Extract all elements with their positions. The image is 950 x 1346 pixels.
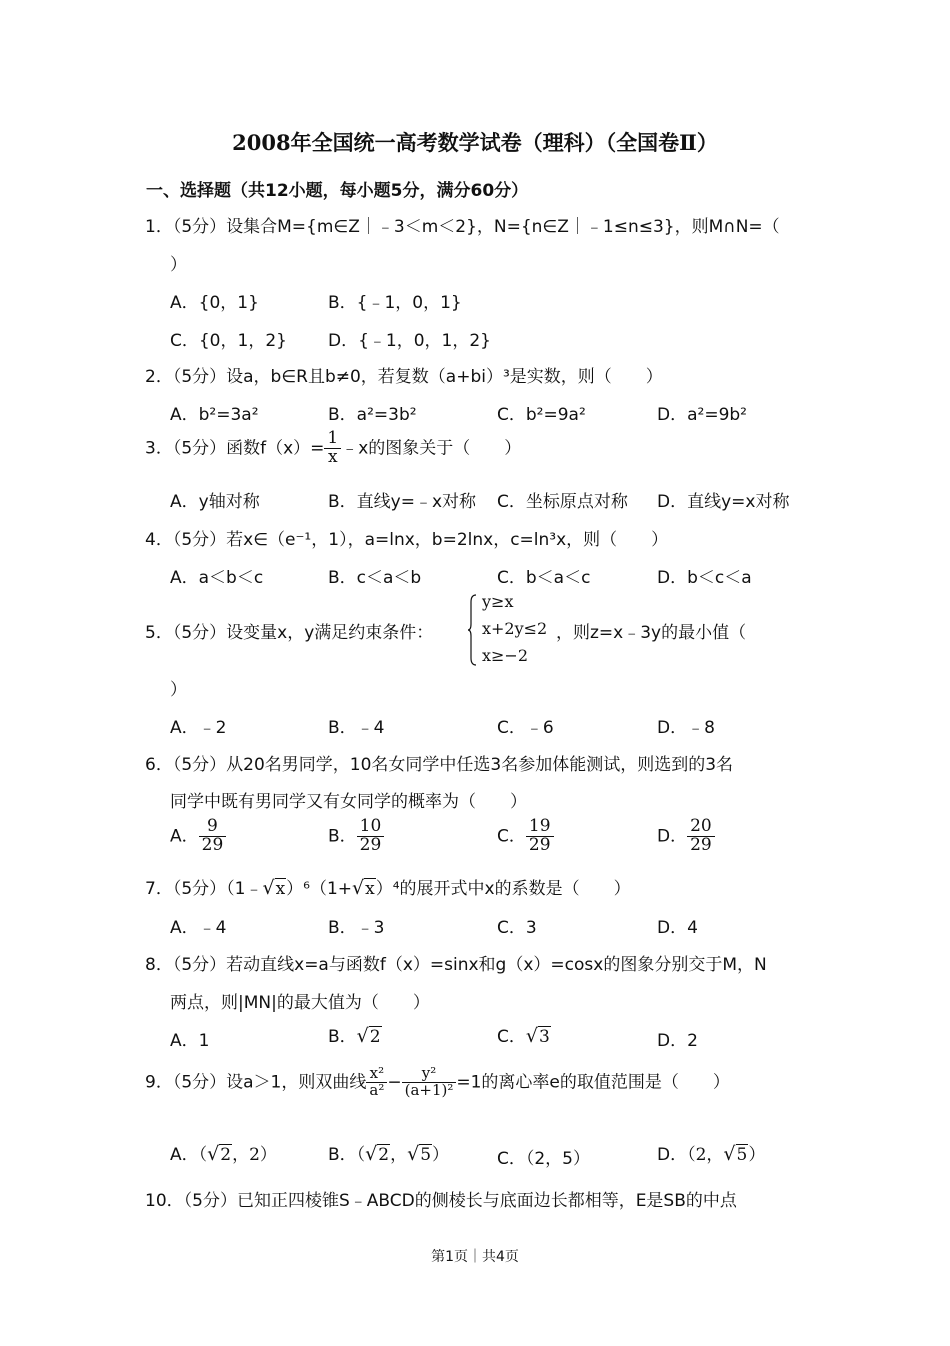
q1-option-d: D．{﹣1，0，1，2} (328, 331, 491, 351)
question-10: 10．（5分）已知正四棱锥S﹣ABCD的侧棱长与底面边长都相等，E是SB的中点 (145, 1191, 737, 1211)
q8-b-radicand: 2 (369, 1027, 381, 1047)
q9-fraction-2 (402, 1066, 457, 1099)
q5-option-a: A．﹣2 (170, 718, 227, 738)
q8-c-label: C． (497, 1027, 526, 1047)
q9-b-label: B． (328, 1145, 357, 1165)
q6-option-d (657, 818, 715, 855)
q6-b-fraction (357, 818, 385, 855)
q9-option-a (170, 1140, 277, 1165)
q6-a-label: A． (170, 826, 199, 847)
question-1-cont: ） (170, 255, 187, 275)
question-1: 1．（5分）设集合M={m∈Z｜﹣3＜m＜2}，N={n∈Z｜﹣1≤n≤3}，则M∩N=（ (145, 217, 780, 237)
q9-b-radicand-2: 5 (420, 1145, 432, 1165)
q3-denominator: x (328, 446, 338, 467)
q6-c-label: C． (497, 826, 526, 847)
q9-text-pre: 9．（5分）设a＞1，则双曲线 (145, 1072, 367, 1093)
q4-option-a: A．a＜b＜c (170, 568, 264, 588)
q4-option-d: D．b＜c＜a (657, 568, 752, 588)
q9-option-b (328, 1140, 449, 1165)
q3-option-a: A．y轴对称 (170, 492, 260, 512)
q9-d-sqrt: √5 (723, 1143, 748, 1165)
q9-minus: − (387, 1072, 402, 1093)
question-2: 2．（5分）设a，b∈R且b≠0，若复数（a+bi）³是实数，则（ ） (145, 367, 663, 387)
q3-text-pre: 3．（5分）函数f（x）= (145, 438, 325, 459)
q9-d-close: ） (748, 1145, 766, 1165)
question-5-cont: ） (170, 680, 187, 700)
q7-part-1: 7．（5分）（1﹣ (145, 879, 263, 899)
question-5-text-post: ，则z=x﹣3y的最小值（ (556, 623, 747, 643)
q1-option-b: B．{﹣1，0，1} (328, 293, 462, 313)
constraint-1: y≥x (482, 592, 514, 611)
q3-option-d: D．直线y=x对称 (657, 492, 790, 512)
q2-option-c: C．b²=9a² (497, 405, 586, 425)
q2-option-a: A．b²=3a² (170, 405, 259, 425)
q9-num-2: y² (402, 1066, 457, 1083)
q9-d-label: D． (657, 1145, 688, 1165)
q7-radicand-1: x (275, 879, 286, 899)
q9-fraction-1 (366, 1066, 387, 1099)
q9-d-radicand: 5 (736, 1145, 748, 1165)
q6-option-c (497, 818, 554, 855)
q1-option-c: C．{0，1，2} (170, 331, 287, 351)
q8-c-radicand: 3 (538, 1027, 550, 1047)
question-5-text-pre: 5．（5分）设变量x，y满足约束条件： (145, 623, 434, 643)
q5-option-c: C．﹣6 (497, 718, 554, 738)
q8-option-d: D．2 (657, 1031, 698, 1051)
question-8: 8．（5分）若动直线x=a与函数f（x）=sinx和g（x）=cosx的图象分别交于M，N (145, 955, 767, 975)
q9-option-d (657, 1140, 765, 1165)
page-footer: 第1页｜共4页 (431, 1249, 519, 1265)
q9-a-close: ，2） (232, 1145, 277, 1165)
q7-sqrt-1: √x (262, 877, 286, 899)
q6-b-num: 10 (357, 818, 385, 837)
constraint-brace (467, 594, 477, 666)
q9-a-label: A． (170, 1145, 199, 1165)
q8-c-sqrt: √3 (525, 1025, 550, 1047)
q9-den-1: a² (369, 1080, 385, 1099)
q9-b-sqrt-2: √5 (407, 1143, 432, 1165)
q6-c-den: 29 (528, 834, 551, 855)
q9-a-sqrt: √2 (207, 1143, 232, 1165)
q6-c-num: 19 (526, 818, 554, 837)
q9-a-open: （ (198, 1145, 208, 1165)
q7-option-b: B．﹣3 (328, 918, 385, 938)
q6-a-den: 29 (201, 834, 224, 855)
q8-b-sqrt: √2 (356, 1025, 381, 1047)
constraint-2: x+2y≤2 (482, 619, 548, 638)
q3-text-post: ﹣x的图象关于（ ） (341, 438, 522, 459)
q8-option-c (497, 1022, 551, 1047)
q2-option-d: D．a²=9b² (657, 405, 747, 425)
q6-b-den: 29 (359, 834, 382, 855)
q9-a-radicand: 2 (220, 1145, 232, 1165)
q6-c-fraction (526, 818, 554, 855)
q9-option-c: C．（2，5） (497, 1149, 591, 1169)
q3-option-c: C．坐标原点对称 (497, 492, 628, 512)
q7-option-a: A．﹣4 (170, 918, 227, 938)
q3-numerator: 1 (324, 430, 341, 449)
question-7 (145, 874, 631, 899)
q9-den-2: (a+1)² (404, 1080, 454, 1099)
question-6-cont: 同学中既有男同学又有女同学的概率为（ ） (170, 792, 527, 812)
section-heading: 一、选择题（共12小题，每小题5分，满分60分） (146, 181, 529, 201)
q7-radicand-2: x (365, 879, 375, 899)
question-8-cont: 两点，则|MN|的最大值为（ ） (170, 993, 430, 1013)
q6-d-fraction (687, 818, 715, 855)
q9-d-open: （2， (687, 1145, 724, 1165)
q9-b-sqrt-1: √2 (365, 1143, 390, 1165)
q5-option-b: B．﹣4 (328, 718, 385, 738)
q6-b-label: B． (328, 826, 357, 847)
question-4: 4．（5分）若x∈（e⁻¹，1），a=lnx，b=2lnx，c=ln³x，则（ ） (145, 530, 669, 550)
q5-option-d: D．﹣8 (657, 718, 715, 738)
q8-option-b (328, 1022, 382, 1047)
q8-b-label: B． (328, 1027, 357, 1047)
q6-d-label: D． (657, 826, 688, 847)
q9-b-radicand-1: 2 (378, 1145, 390, 1165)
q8-option-a: A．1 (170, 1031, 210, 1051)
q7-sqrt-2: √x (352, 877, 375, 899)
q9-b-close: ） (432, 1145, 450, 1165)
q3-option-b: B．直线y=﹣x对称 (328, 492, 477, 512)
q6-d-den: 29 (690, 834, 712, 855)
q9-b-mid: ， (390, 1145, 408, 1165)
q6-d-num: 20 (687, 818, 715, 837)
question-9 (145, 1066, 730, 1099)
q6-a-num: 9 (199, 818, 227, 837)
q9-b-open: （ (356, 1145, 366, 1165)
q7-option-d: D．4 (657, 918, 698, 938)
q3-fraction (324, 430, 341, 467)
q2-option-b: B．a²=3b² (328, 405, 417, 425)
q7-option-c: C．3 (497, 918, 537, 938)
q7-part-2: ）⁶（1+ (286, 879, 353, 899)
page-title: 2008年全国统一高考数学试卷（理科）（全国卷Ⅱ） (232, 130, 718, 155)
q4-option-c: C．b＜a＜c (497, 568, 591, 588)
q6-option-b (328, 818, 384, 855)
q6-a-fraction (199, 818, 227, 855)
q6-option-a (170, 818, 226, 855)
q9-text-post: =1的离心率e的取值范围是（ ） (456, 1072, 730, 1093)
q9-num-1: x² (366, 1066, 387, 1083)
q1-option-a: A．{0，1} (170, 293, 259, 313)
q7-part-3: ）⁴的展开式中x的系数是（ ） (375, 879, 631, 899)
question-3 (145, 430, 521, 467)
q4-option-b: B．c＜a＜b (328, 568, 422, 588)
constraint-3: x≥−2 (482, 646, 529, 665)
question-6: 6．（5分）从20名男同学，10名女同学中任选3名参加体能测试，则选到的3名 (145, 755, 734, 775)
